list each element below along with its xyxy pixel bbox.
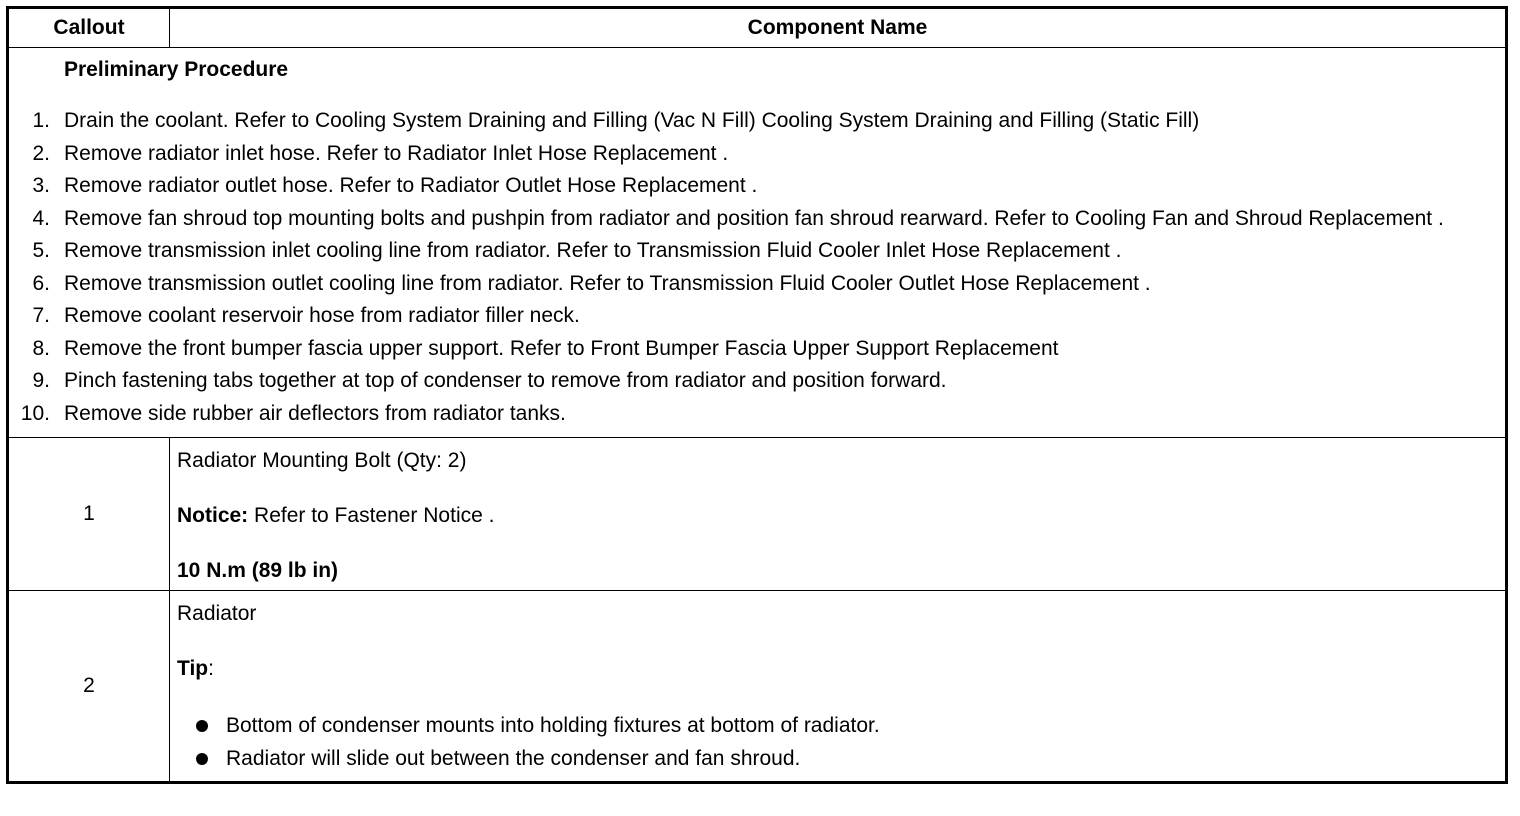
step-number: 10. [20,401,50,425]
step-text: Remove coolant reservoir hose from radiator filler neck. [64,304,580,327]
tip-label: Tip [177,657,209,680]
step-item [9,366,1505,396]
step-item [9,399,1505,429]
step-text: Remove transmission inlet cooling line from radiator. Refer to Transmission Fluid Cooler Inlet Hose Replacement . [64,239,1122,262]
preliminary-procedure [8,48,1507,438]
component-name: Radiator [177,602,257,625]
notice-text: Refer to Fastener Notice . [248,504,495,527]
component-cell [170,591,1507,783]
preliminary-title: Preliminary Procedure [64,58,289,81]
torque-value: 10 N.m (89 lb in) [177,559,339,582]
component-name-header: Component Name [170,8,1507,48]
tip-colon: : [208,657,214,680]
tip-text: Radiator will slide out between the condenser and fan shroud. [226,747,801,770]
step-item [9,301,1505,331]
step-text: Remove radiator inlet hose. Refer to Radiator Inlet Hose Replacement . [64,141,729,165]
callout-header: Callout [8,8,170,48]
callout-row-2 [8,591,1507,783]
step-number: 6. [32,271,50,295]
step-list [9,106,1505,429]
component-name: Radiator Mounting Bolt (Qty: 2) [177,449,467,472]
step-text: Remove radiator outlet hose. Refer to Radiator Outlet Hose Replacement . [64,174,758,197]
step-number: 8. [32,336,50,360]
step-text: Pinch fastening tabs together at top of condenser to remove from radiator and position forward. [64,369,947,392]
step-text: Remove fan shroud top mounting bolts and pushpin from radiator and position fan shroud rearward. Refer to Cooling Fan and Shroud Replacement . [64,206,1444,230]
tip-text: Bottom of condenser mounts into holding fixtures at bottom of radiator. [226,714,880,737]
step-text: Remove side rubber air deflectors from radiator tanks. [64,401,566,425]
header-row [8,8,1507,48]
bullet-icon [196,753,208,765]
notice [177,503,1497,529]
bullet-icon [196,720,208,732]
callout-number: 1 [8,438,170,591]
step-number: 7. [32,304,50,327]
step-number: 9. [32,369,50,392]
step-text: Remove transmission outlet cooling line from radiator. Refer to Transmission Fluid Cooler Outlet Hose Replacement . [64,271,1151,295]
callout-row-1 [8,438,1507,591]
step-item [9,334,1505,364]
step-number: 4. [32,206,50,230]
step-item [9,204,1505,234]
procedure-table [6,6,1508,784]
tip-list [177,711,1497,774]
notice-label: Notice: [177,504,249,527]
step-item [9,236,1505,266]
step-number: 1. [32,109,50,132]
callout-number: 2 [8,591,170,783]
step-number: 5. [32,239,50,262]
step-text: Drain the coolant. Refer to Cooling System Draining and Filling (Vac N Fill) Cooling System Draining and Filling (Static Fill) [64,109,1200,132]
step-number: 3. [32,174,50,197]
step-item [9,171,1505,201]
component-cell [170,438,1507,591]
torque-spec [177,558,1497,584]
step-item [9,269,1505,299]
step-number: 2. [32,141,50,165]
step-text: Remove the front bumper fascia upper support. Refer to Front Bumper Fascia Upper Support Replacement [64,336,1059,360]
tip-item [177,744,1497,774]
preliminary-row [8,48,1507,438]
step-item [9,106,1505,136]
tip [177,656,1497,682]
tip-item [177,711,1497,741]
step-item [9,139,1505,169]
